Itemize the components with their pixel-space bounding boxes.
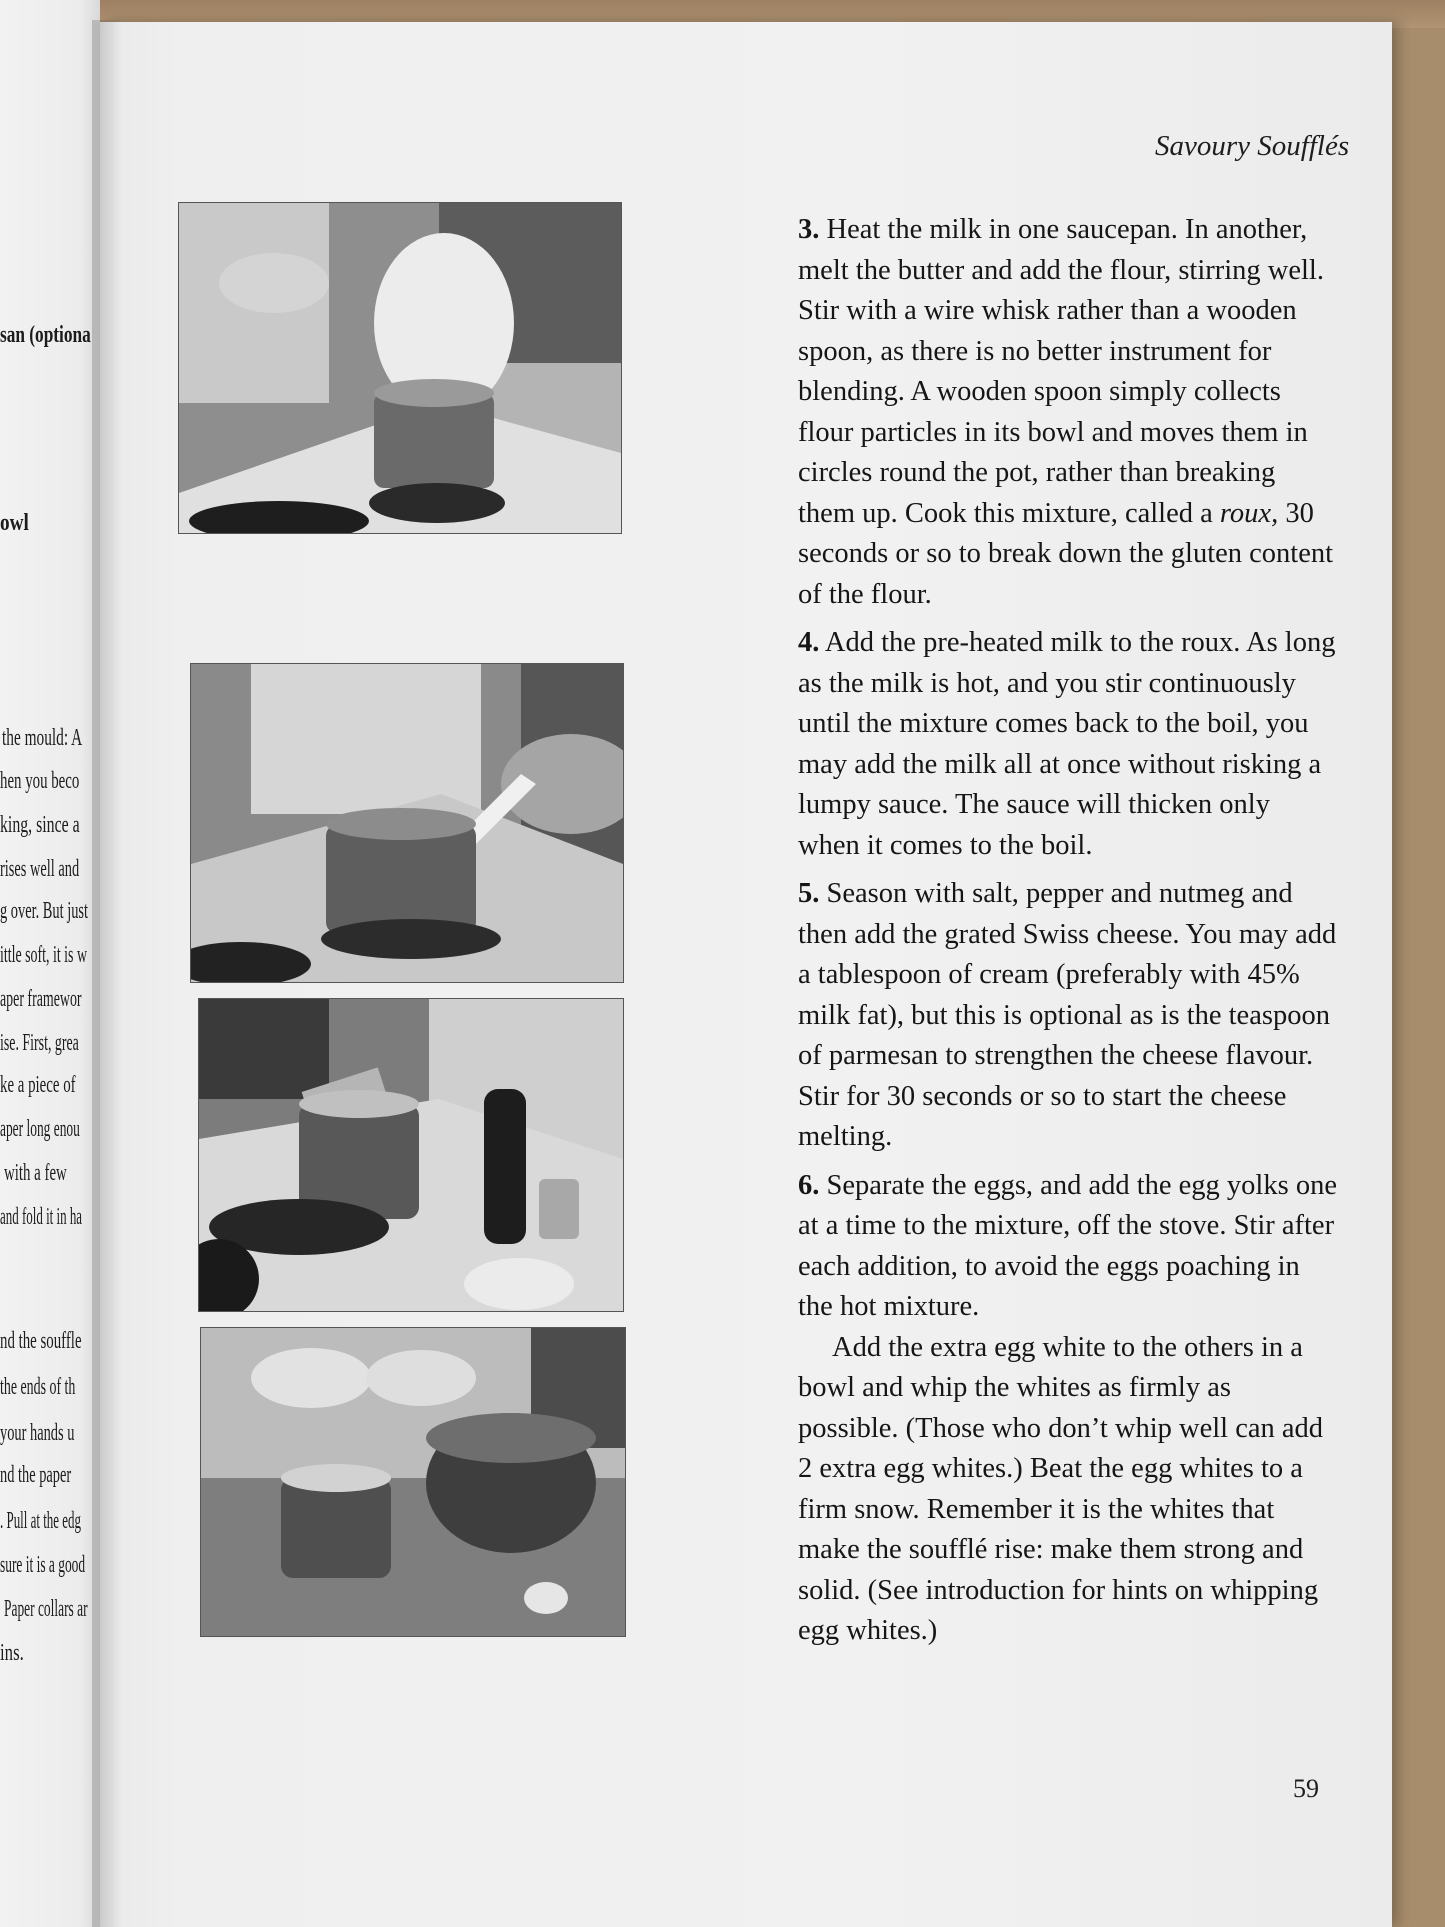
photo-pouring-flour [178,202,622,534]
step-text: Season with salt, pepper and nutmeg and then add the grated Swiss cheese. You may add a tablespoon of cream (preferably with 45% milk fat), but this is optional as is the teaspoon of parmesan to strengthen the cheese flavour. Stir for 30 seconds or so to start the cheese melting. [798,878,1337,1152]
continuation-paragraph: Add the extra egg white to the others in a bowl and whip the whites as firmly as possible. (Those who don’t whip well can add 2 extra egg whites.) Beat the egg whites to a firm snow. Remember it is the whites that make the soufflé rise: make them strong and solid. (See introduction for hints on whipping egg whites.) [798,1331,1324,1646]
left-page-line: ittle soft, it is w [0,942,87,968]
left-page-line: king, since a [0,812,80,838]
left-page-line: ise. First, grea [0,1030,79,1056]
step-text: Separate the eggs, and add the egg yolks one at a time to the mixture, off the stove. Stir after each addition, to avoid the eggs poaching in the hot mixture. [798,1169,1337,1322]
step-number: 6. [798,1169,820,1201]
left-page-line: with a few [4,1160,67,1186]
left-page-line: hen you beco [0,768,80,794]
left-page-line: nd the souffle [0,1328,82,1354]
page-gutter-shadow [92,20,122,1927]
step-6 [798,1166,1338,1328]
left-page-line: your hands u [0,1420,75,1446]
photo-illustration [201,1328,625,1636]
photo-pouring-milk [190,663,624,983]
photo-grating-cheese [198,998,624,1312]
step-5 [798,874,1338,1158]
instructions-text [798,210,1338,1660]
step-3 [798,210,1338,615]
photo-illustration [179,203,621,533]
step-number: 5. [798,878,820,909]
step-text: Heat the milk in one saucepan. In another, melt the butter and add the flour, stirring well. Stir with a wire whisk rather than a wooden spoon, as there is no better instrument for blending. A wooden spoon simply collects flour particles in its bowl and moves them in circles round the pot, rather than breaking them up. Cook this mixture, called a [798,214,1324,529]
left-page-line: Paper collars ar [4,1596,88,1622]
step-4 [798,623,1338,866]
step-text: Add the pre-heated milk to the roux. As long as the milk is hot, and you stir continuously until the mixture comes back to the boil, you may add the milk all at once without risking a lumpy sauce. The sauce will thicken only when it comes to the boil. [798,627,1336,861]
left-page-line: aper framewor [0,986,82,1012]
step-number: 4. [798,627,820,658]
step-emphasis: roux, [1219,497,1279,529]
left-page-line: ke a piece of [0,1072,76,1098]
left-page-line: owl [0,510,29,536]
photo-illustration [191,664,623,982]
left-page-line: g over. But just [0,898,89,924]
left-page-line: ins. [0,1640,24,1666]
left-page-line: the ends of th [0,1374,76,1400]
running-head: Savoury Soufflés [1155,130,1350,162]
left-page-line: the mould: A [2,725,83,751]
step-text: 30 seconds or so to break down the gluten content of the flour. [798,497,1334,610]
left-page-line: nd the paper [0,1462,72,1488]
photo-illustration [199,999,623,1311]
page-number: 59 [1293,1774,1319,1803]
left-page-line: aper long enou [0,1116,80,1142]
photo-separating-eggs [200,1327,626,1637]
book-page [100,22,1392,1927]
left-page-line: . Pull at the edg [0,1508,81,1534]
left-page-line: and fold it in ha [0,1204,83,1230]
left-facing-page [0,0,100,1927]
step-number: 3. [798,214,820,245]
left-page-line: rises well and [0,856,80,882]
left-page-line: san (optiona [0,322,91,348]
left-page-line: sure it is a good [0,1552,86,1578]
